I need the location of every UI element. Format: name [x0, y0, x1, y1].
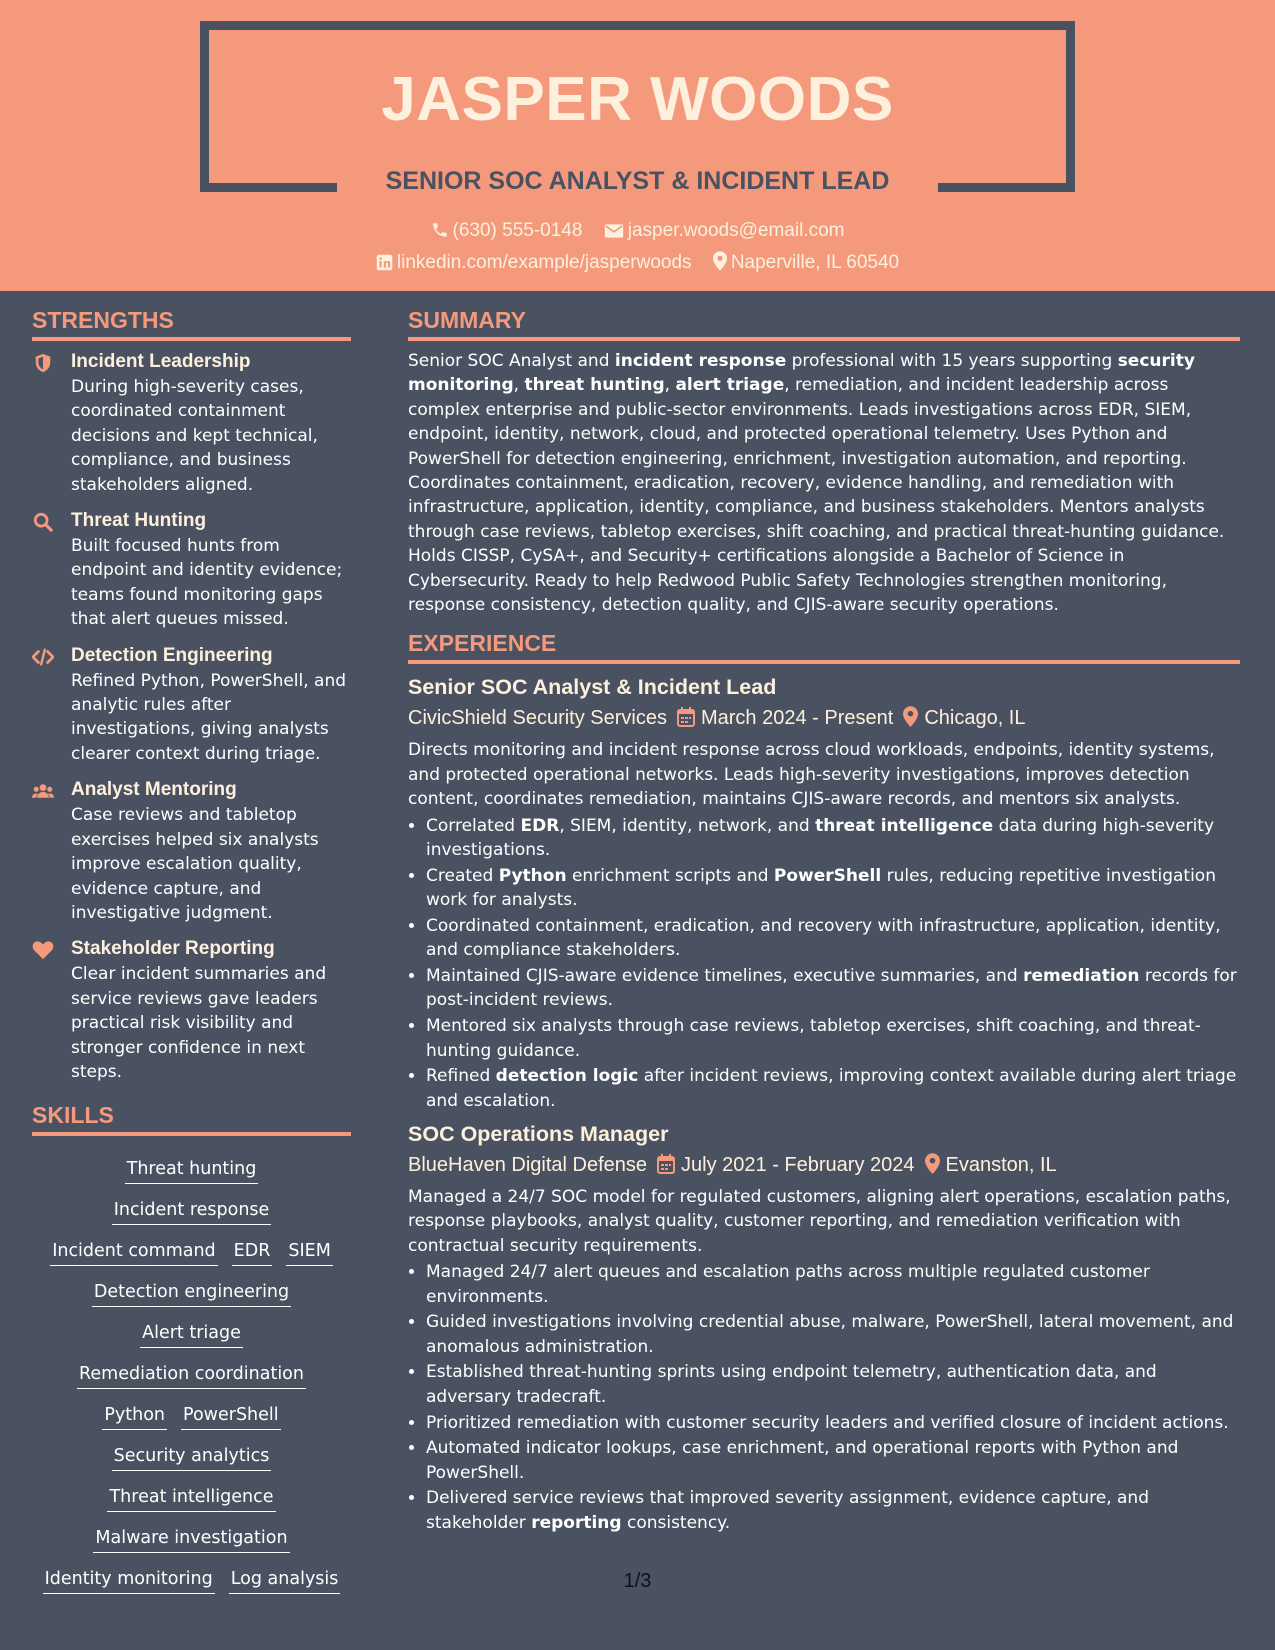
strength-item	[32, 777, 351, 925]
job-entry	[408, 1119, 1240, 1535]
skill-tag: Incident command	[50, 1239, 217, 1266]
bullet-item	[426, 1360, 1240, 1409]
bold-text: detection logic	[495, 1066, 639, 1087]
map-pin-icon	[713, 251, 727, 271]
contact-row-2	[0, 251, 1275, 275]
text-segment: Automated indicator lookups, case enrichment, and operational reports with Python and PowerShell.	[426, 1438, 1179, 1483]
skill-tag: PowerShell	[181, 1403, 281, 1430]
skills-list	[32, 1144, 351, 1601]
skill-tag: Incident response	[112, 1198, 272, 1225]
strength-description: During high-severity cases, coordinated containment decisions and kept technical, compliance, and business stakeholders aligned.	[71, 377, 318, 495]
job-description: Managed a 24/7 SOC model for regulated customers, aligning alert operations, escalation paths, response playbooks, analyst quality, customer reporting, and remediation verification with contractual security requirements.	[408, 1187, 1231, 1256]
bold-text: incident response	[614, 351, 787, 371]
job-location: Chicago, IL	[924, 707, 1026, 730]
strengths-heading: STRENGTHS	[32, 300, 351, 341]
skill-tag: Identity monitoring	[43, 1567, 215, 1594]
strength-title: Incident Leadership	[71, 351, 251, 372]
strength-item	[32, 349, 351, 497]
job-location: Evanston, IL	[945, 1154, 1057, 1177]
strengths-list	[32, 349, 351, 1084]
text-segment: Correlated	[426, 815, 521, 836]
skill-tag: Threat hunting	[125, 1157, 259, 1184]
summary-heading: SUMMARY	[408, 300, 1240, 341]
bullet-item	[426, 914, 1240, 963]
text-segment: data during high-severity investigations.	[426, 815, 1215, 861]
right-column	[408, 300, 1240, 1537]
bold-text: reporting	[531, 1512, 622, 1533]
job-bullets	[408, 814, 1240, 1113]
job-dates: July 2021 - February 2024	[681, 1154, 915, 1177]
calendar-icon	[677, 707, 695, 727]
candidate-name: JASPER WOODS	[381, 65, 894, 134]
text-segment: records for post-incident reviews.	[426, 966, 1237, 1011]
email-text: jasper.woods@email.com	[627, 220, 845, 241]
job-entry	[408, 672, 1240, 1113]
text-segment: Senior SOC Analyst and	[408, 351, 615, 371]
map-pin-icon	[925, 1153, 940, 1174]
job-title: Senior SOC Analyst & Incident Lead	[408, 675, 777, 700]
text-segment: Delivered service reviews that improved severity assignment, evidence capture, and stakeholder	[426, 1488, 1149, 1533]
bold-text: alert triage	[675, 375, 785, 396]
text-segment: consistency.	[621, 1512, 731, 1533]
bold-text: threat intelligence	[815, 815, 994, 836]
bold-text: EDR	[520, 815, 560, 836]
company-name: CivicShield Security Services	[408, 707, 667, 730]
job-meta	[408, 1149, 1240, 1181]
phone-text: (630) 555-0148	[452, 220, 583, 241]
calendar-icon	[657, 1154, 675, 1174]
skills-heading: SKILLS	[32, 1095, 351, 1136]
location-contact	[713, 251, 899, 275]
contact-row-1	[0, 219, 1275, 243]
text-segment: Refined	[426, 1066, 496, 1087]
bold-text: Python	[498, 865, 567, 886]
strength-description: Built focused hunts from endpoint and identity evidence; teams found monitoring gaps that alert queues missed.	[71, 536, 343, 630]
text-segment: Mentored six analysts through case reviews, tabletop exercises, shift coaching, and threat-hunting guidance.	[426, 1016, 1201, 1061]
strength-title: Stakeholder Reporting	[71, 938, 275, 960]
skill-tag: Malware investigation	[93, 1526, 289, 1553]
text-segment: after incident reviews, improving context available during alert triage and escalation.	[426, 1066, 1237, 1111]
skill-tag: Log analysis	[229, 1567, 341, 1594]
candidate-headline: SENIOR SOC ANALYST & INCIDENT LEAD	[385, 167, 890, 195]
strength-item	[32, 508, 351, 632]
strength-description: Refined Python, PowerShell, and analytic rules after investigations, giving analysts clearer context during triage.	[71, 670, 347, 764]
strength-title: Detection Engineering	[71, 644, 273, 666]
text-segment: Created	[426, 865, 499, 886]
skill-tag: Detection engineering	[92, 1280, 291, 1307]
job-title: SOC Operations Manager	[408, 1122, 669, 1147]
bullet-item	[426, 1486, 1240, 1535]
phone-contact[interactable]	[431, 219, 583, 243]
linkedin-text: linkedin.com/example/jasperwoods	[396, 252, 692, 273]
bullet-item	[426, 864, 1240, 913]
header-banner	[0, 0, 1275, 291]
text-segment: rules, reducing repetitive investigation work for analysts.	[426, 865, 1216, 911]
text-segment: ,	[513, 375, 525, 396]
frame-border-top	[200, 21, 1075, 30]
shield-icon	[32, 353, 54, 373]
linkedin-contact[interactable]	[376, 251, 692, 275]
job-bullets	[408, 1260, 1240, 1535]
text-segment: , SIEM, identity, network, and	[559, 815, 816, 836]
bullet-item	[426, 1411, 1240, 1435]
text-segment: Established threat-hunting sprints using endpoint telemetry, authentication data, and adversary tradecraft.	[426, 1362, 1157, 1407]
strength-description: Clear incident summaries and service reviews gave leaders practical risk visibility and stronger confidence in next steps.	[71, 964, 327, 1082]
company-name: BlueHaven Digital Defense	[408, 1154, 648, 1177]
skill-tag: SIEM	[286, 1239, 332, 1266]
users-icon	[32, 781, 54, 801]
strength-title: Analyst Mentoring	[71, 779, 237, 801]
bullet-item	[426, 1310, 1240, 1359]
phone-icon	[431, 221, 449, 239]
bold-text: PowerShell	[773, 865, 882, 886]
job-dates: March 2024 - Present	[700, 707, 894, 730]
skill-tag: EDR	[232, 1239, 273, 1266]
skill-tag: Alert triage	[140, 1321, 243, 1348]
strength-item	[32, 936, 351, 1084]
bullet-item	[426, 1260, 1240, 1309]
bullet-item	[426, 1436, 1240, 1485]
text-segment: , remediation, and incident leadership across complex enterprise and public-sector environments. Leads investigations across EDR, SIEM, endpoint, identity, network, cloud, and protected operational telemetry. Uses Python and PowerShell for detection engineering, enrichment, investigation automation, and reporting. Coordinates containment, eradication, recovery, evidence handling, and remediation with infrastructure, application, identity, compliance, and business stakeholders. Mentors analysts through case reviews, tabletop exercises, shift coaching, and practical threat-hunting guidance. Holds CISSP, CySA+, and Security+ certifications alongside a Bachelor of Science in Cybersecurity. Ready to help Redwood Public Safety Technologies strengthen monitoring, response consistency, detection quality, and CJIS-aware security operations.	[408, 375, 1225, 616]
bullet-item	[426, 964, 1240, 1013]
linkedin-icon	[376, 254, 393, 271]
strength-title: Threat Hunting	[71, 510, 207, 532]
map-pin-icon	[903, 706, 918, 727]
page-number: 1/3	[623, 1570, 652, 1592]
text-segment: Maintained CJIS-aware evidence timelines, executive summaries, and	[426, 966, 1024, 987]
location-text: Naperville, IL 60540	[730, 252, 900, 273]
bold-text: remediation	[1023, 966, 1140, 987]
text-segment: Prioritized remediation with customer security leaders and verified closure of incident actions.	[426, 1412, 1229, 1433]
strength-description: Case reviews and tabletop exercises helped six analysts improve escalation quality, evidence capture, and investigative judgment.	[71, 805, 319, 923]
text-segment: Guided investigations involving credential abuse, malware, PowerShell, lateral movement, and anomalous administration.	[426, 1312, 1234, 1357]
skill-tag: Python	[102, 1403, 167, 1430]
strength-item	[32, 643, 351, 767]
bullet-item	[426, 1014, 1240, 1063]
email-contact[interactable]	[604, 219, 845, 243]
summary-paragraph	[408, 349, 1240, 617]
bold-text: threat hunting	[524, 375, 665, 396]
skill-tag: Remediation coordination	[77, 1362, 306, 1389]
text-segment: ,	[664, 375, 676, 396]
left-column	[32, 300, 351, 1601]
search-icon	[32, 512, 54, 532]
job-meta	[408, 702, 1240, 734]
bullet-item	[426, 814, 1240, 863]
envelope-icon	[604, 223, 624, 239]
experience-list	[408, 672, 1240, 1535]
bold-text: security monitoring	[408, 351, 1195, 396]
bullet-item	[426, 1064, 1240, 1113]
text-segment: Managed 24/7 alert queues and escalation paths across multiple regulated customer environments.	[426, 1262, 1150, 1307]
job-description: Directs monitoring and incident response across cloud workloads, endpoints, identity systems, and protected operational networks. Leads high-severity investigations, improves detection content, coordinates remediation, maintains CJIS-aware records, and mentors six analysts.	[408, 740, 1215, 810]
skill-tag: Threat intelligence	[107, 1485, 275, 1512]
heart-icon	[32, 940, 54, 960]
text-segment: professional with 15 years supporting	[786, 351, 1118, 371]
code-icon	[32, 647, 54, 667]
experience-heading: EXPERIENCE	[408, 623, 1240, 664]
skill-tag: Security analytics	[112, 1444, 272, 1471]
text-segment: enrichment scripts and	[566, 865, 774, 886]
text-segment: Coordinated containment, eradication, and recovery with infrastructure, application, identity, and compliance stakeholders.	[426, 915, 1221, 961]
